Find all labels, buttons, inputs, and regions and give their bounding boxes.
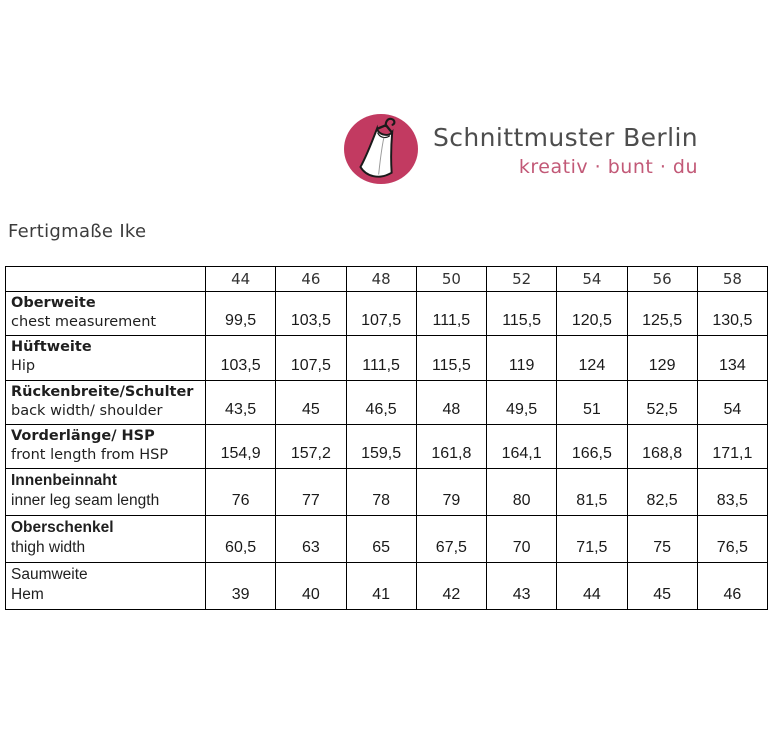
measurement-value-cell: 60,5 — [206, 515, 276, 562]
measurement-value-cell: 99,5 — [206, 292, 276, 336]
measurement-value-cell: 48 — [416, 380, 486, 424]
measurement-label-cell — [6, 469, 206, 516]
measurement-value-cell: 43,5 — [206, 380, 276, 424]
dress-on-hanger-icon — [342, 112, 420, 186]
table-row-hip — [6, 336, 768, 380]
measurement-value-cell: 82,5 — [627, 469, 697, 516]
measurement-label-cell — [6, 336, 206, 380]
measurement-value-cell: 39 — [206, 562, 276, 609]
measurement-label-en: back width/ shoulder — [11, 402, 163, 419]
measurement-value-cell: 129 — [627, 336, 697, 380]
table-row-front-length — [6, 424, 768, 468]
measurement-value-cell: 111,5 — [416, 292, 486, 336]
size-column-header: 54 — [557, 267, 627, 292]
measurement-value-cell: 157,2 — [276, 424, 346, 468]
table-row-back-width — [6, 380, 768, 424]
measurement-value-cell: 124 — [557, 336, 627, 380]
measurement-value-cell: 119 — [487, 336, 557, 380]
measurement-value-cell: 164,1 — [487, 424, 557, 468]
measurement-value-cell: 49,5 — [487, 380, 557, 424]
measurement-value-cell: 67,5 — [416, 515, 486, 562]
table-row-inner-leg — [6, 469, 768, 516]
table-row-chest — [6, 292, 768, 336]
measurement-value-cell: 76 — [206, 469, 276, 516]
measurement-value-cell: 115,5 — [416, 336, 486, 380]
measurement-value-cell: 71,5 — [557, 515, 627, 562]
measurement-value-cell: 130,5 — [697, 292, 767, 336]
measurement-label-cell — [6, 292, 206, 336]
measurement-value-cell: 111,5 — [346, 336, 416, 380]
brand-logo — [342, 112, 698, 186]
measurement-value-cell: 44 — [557, 562, 627, 609]
measurement-value-cell: 125,5 — [627, 292, 697, 336]
measurement-value-cell: 103,5 — [206, 336, 276, 380]
measurement-value-cell: 79 — [416, 469, 486, 516]
measurement-value-cell: 107,5 — [346, 292, 416, 336]
measurement-label-en: thigh width — [11, 539, 86, 557]
measurement-label-cell — [6, 562, 206, 609]
measurement-value-cell: 166,5 — [557, 424, 627, 468]
measurement-value-cell: 171,1 — [697, 424, 767, 468]
measurement-value-cell: 83,5 — [697, 469, 767, 516]
measurement-value-cell: 120,5 — [557, 292, 627, 336]
measurement-value-cell: 103,5 — [276, 292, 346, 336]
measurement-value-cell: 51 — [557, 380, 627, 424]
measurement-value-cell: 78 — [346, 469, 416, 516]
page-title: Fertigmaße Ike — [8, 221, 147, 242]
measurement-value-cell: 168,8 — [627, 424, 697, 468]
measurement-value-cell: 41 — [346, 562, 416, 609]
table-row-thigh — [6, 515, 768, 562]
size-header-row — [6, 267, 768, 292]
measurement-value-cell: 134 — [697, 336, 767, 380]
measurement-value-cell: 77 — [276, 469, 346, 516]
measurement-value-cell: 43 — [487, 562, 557, 609]
measurement-label-en: chest measurement — [11, 314, 157, 331]
measurement-value-cell: 40 — [276, 562, 346, 609]
corner-cell — [6, 267, 206, 292]
brand-tagline: kreativ · bunt · du — [518, 155, 699, 178]
measurement-value-cell: 46,5 — [346, 380, 416, 424]
size-column-header: 56 — [627, 267, 697, 292]
measurements-table — [5, 266, 768, 610]
measurement-label-de: Hüftweite — [11, 339, 92, 356]
measurement-label-cell — [6, 380, 206, 424]
measurement-label-de: Oberschenkel — [11, 518, 114, 536]
measurement-label-de: Saumweite — [11, 565, 88, 583]
measurement-value-cell: 81,5 — [557, 469, 627, 516]
measurement-label-de: Vorderlänge/ HSP — [11, 427, 155, 444]
brand-name: Schnittmuster Berlin — [433, 123, 699, 152]
measurement-value-cell: 70 — [487, 515, 557, 562]
measurement-label-cell — [6, 424, 206, 468]
size-column-header: 50 — [416, 267, 486, 292]
measurement-value-cell: 75 — [627, 515, 697, 562]
measurement-value-cell: 54 — [697, 380, 767, 424]
measurement-value-cell: 65 — [346, 515, 416, 562]
measurement-value-cell: 46 — [697, 562, 767, 609]
size-column-header: 52 — [487, 267, 557, 292]
measurement-value-cell: 45 — [276, 380, 346, 424]
measurement-label-en: Hip — [11, 358, 36, 375]
measurement-value-cell: 52,5 — [627, 380, 697, 424]
measurement-value-cell: 63 — [276, 515, 346, 562]
measurement-label-cell — [6, 515, 206, 562]
measurement-value-cell: 154,9 — [206, 424, 276, 468]
measurement-value-cell: 76,5 — [697, 515, 767, 562]
measurement-value-cell: 115,5 — [487, 292, 557, 336]
measurement-label-de: Innenbeinnaht — [11, 472, 117, 489]
size-column-header: 44 — [206, 267, 276, 292]
measurement-label-en: front length from HSP — [11, 446, 169, 463]
table-row-hem — [6, 562, 768, 609]
size-column-header: 46 — [276, 267, 346, 292]
measurement-label-en: inner leg seam length — [11, 492, 160, 510]
measurement-value-cell: 45 — [627, 562, 697, 609]
measurement-value-cell: 42 — [416, 562, 486, 609]
brand-text-block — [433, 124, 698, 178]
measurement-value-cell: 107,5 — [276, 336, 346, 380]
measurement-label-de: Oberweite — [11, 295, 96, 311]
measurement-value-cell: 80 — [487, 469, 557, 516]
size-column-header: 48 — [346, 267, 416, 292]
measurement-value-cell: 159,5 — [346, 424, 416, 468]
measurement-value-cell: 161,8 — [416, 424, 486, 468]
measurement-label-de: Rückenbreite/Schulter — [11, 383, 194, 400]
measurement-label-en: Hem — [11, 586, 44, 604]
size-column-header: 58 — [697, 267, 767, 292]
